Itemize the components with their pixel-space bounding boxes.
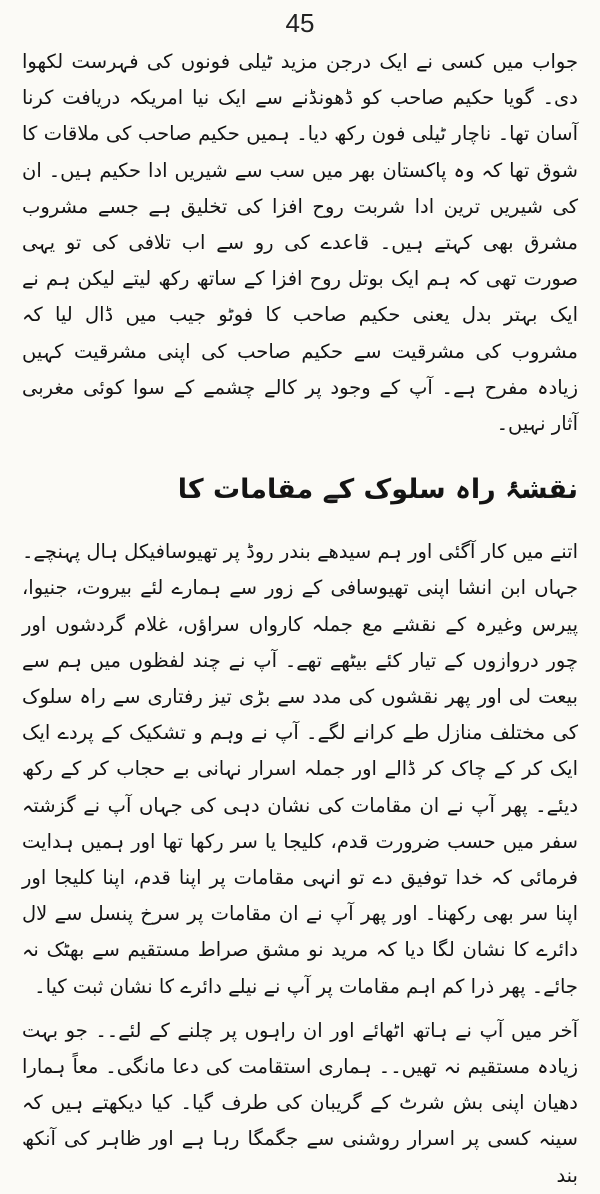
page-number: 45: [285, 8, 315, 38]
page-body: [22, 44, 578, 1194]
paragraph-section-2: آخر میں آپ نے ہاتھ اٹھائے اور ان راہوں پر چلنے کے لئے۔۔ جو بہت زیادہ مستقیم نہ تھیں۔۔ ہماری استقامت کی دعا مانگی۔ معاً ہمارا دھیان اپنی بش شرٹ کے گریبان کی طرف گیا۔ کیا دیکھتے ہیں کہ سینہ کسی پر اسرار روشنی سے جگمگا رہا ہے اور ظاہر کی آنکھ بند: [22, 1018, 578, 1187]
paragraph-intro: جواب میں کسی نے ایک درجن مزید ٹیلی فونوں کی فہرست لکھوا دی۔ گویا حکیم صاحب کو ڈھونڈنے سے ایک نیا امریکہ دریافت کرنا آسان تھا۔ ناچار ٹیلی فون رکھ دیا۔ ہمیں حکیم صاحب کی ملاقات کا شوق تھا کہ وہ پاکستان بھر میں سب سے شیریں ادا حکیم ہیں۔ ان کی شیریں ترین ادا شربت روح افزا کی تخلیق ہے جسے مشروب مشرق بھی کہتے ہیں۔ قاعدے کی رو سے اب تلافی کی تو یہی صورت تھی کہ ہم ایک بوتل روح افزا کے ساتھ رکھ لیتے لیکن ہم نے ایک بہتر بدل یعنی حکیم صاحب کا فوٹو جیب میں ڈال لیا کہ مشروب کی مشرقیت سے حکیم صاحب کی اپنی مشرقیت کہیں زیادہ مفرح ہے۔ آپ کے وجود پر کالے چشمے کے سوا کوئی مغربی آثار نہیں۔: [22, 50, 578, 436]
section-heading: نقشۂ راہ سلوک کے مقامات کا: [177, 474, 578, 506]
paragraph-section-1: اتنے میں کار آگئی اور ہم سیدھے بندر روڈ پر تھیوسافیکل ہال پہنچے۔ جہاں ابن انشا اپنی تھیوسافی کے زور سے ہمارے لئے بیروت، جنیوا، پیرس وغیرہ کے نقشے مع جملہ کارواں سراؤں، غلام گردشوں اور چور دروازوں کے تیار کئے بیٹھے تھے۔ آپ نے چند لفظوں میں ہم سے بیعت لی اور پھر نقشوں کی مدد سے بڑی تیز رفتاری سے راہ سلوک کی مختلف منازل طے کرانے لگے۔ آپ نے وہم و تشکیک کے پردے ایک ایک کر کے چاک کر ڈالے اور جملہ اسرار نہانی بے حجاب کر کے رکھ دیئے۔ پھر آپ نے ان مقامات کی نشان دہی کی جہاں آپ نے گزشتہ سفر میں حسب ضرورت قدم، کلیجا یا سر رکھا تھا اور ہمیں ہدایت فرمائی کہ خدا توفیق دے تو انہی مقامات پر اپنا قدم، اپنا کلیجا اور اپنا سر بھی رکھنا۔ اور پھر آپ نے ان مقامات پر سرخ پنسل سے لال دائرے کا نشان لگا دیا کہ مرید نو مشق صراط مستقیم سے بھٹک نہ جائے۔ پھر ذرا کم اہم مقامات پر آپ نے نیلے دائرے کا نشان ثبت کیا۔: [22, 540, 578, 998]
